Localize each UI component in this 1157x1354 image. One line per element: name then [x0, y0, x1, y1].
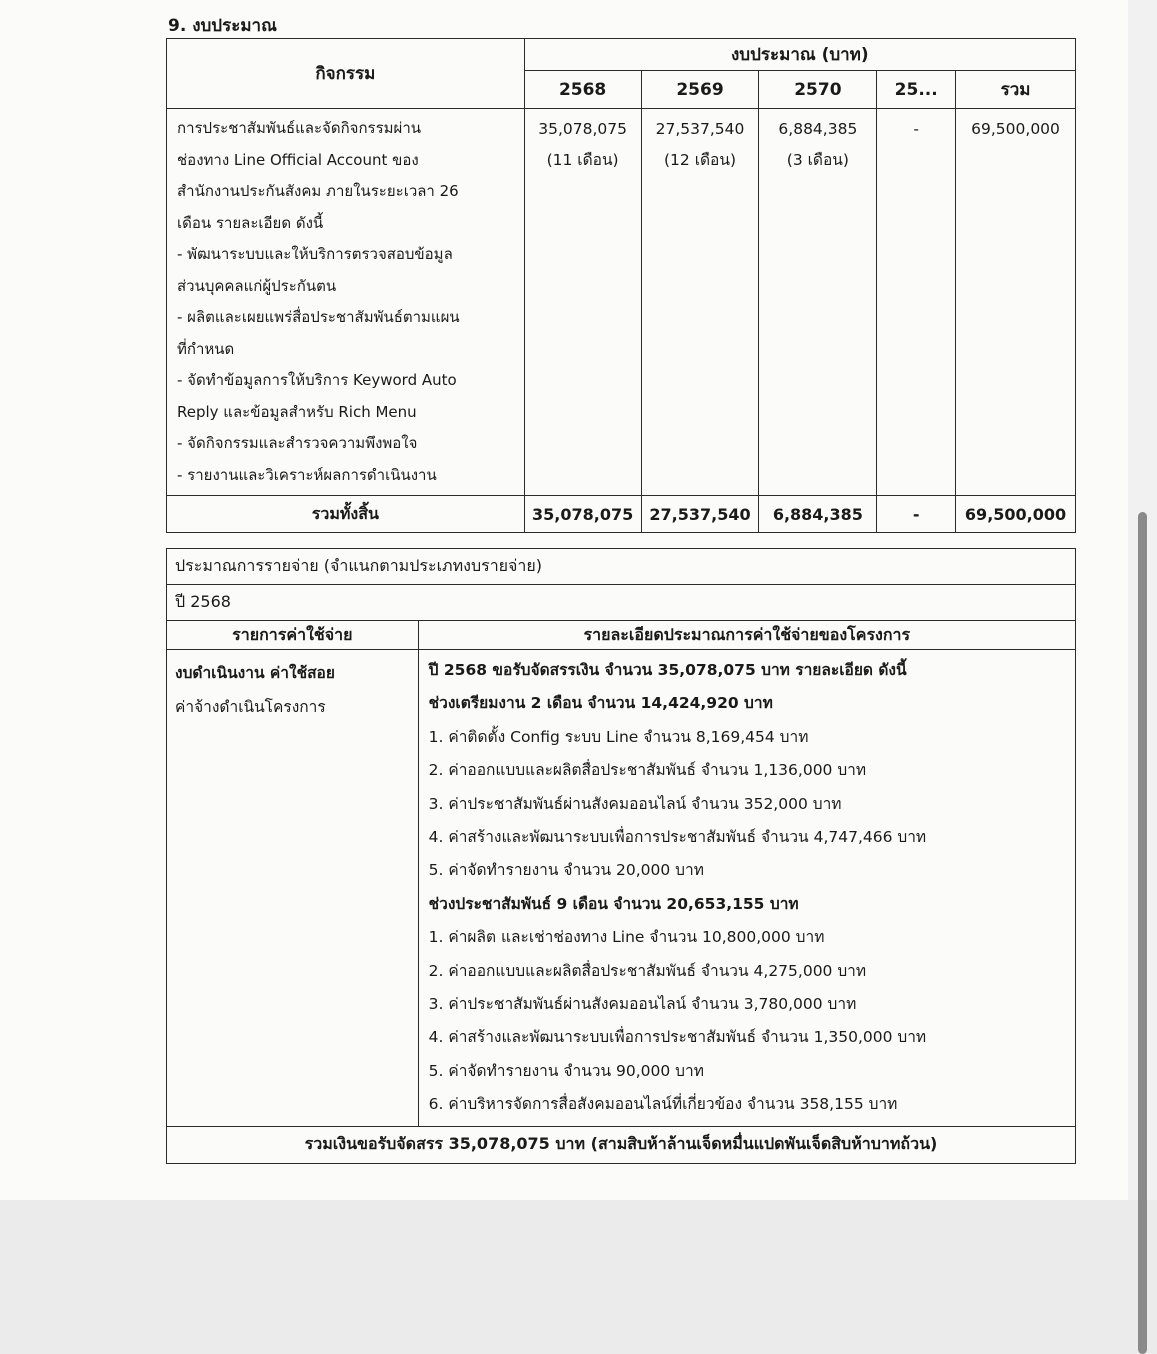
activity-description	[167, 109, 525, 496]
duration: (3 เดือน)	[786, 151, 849, 169]
total-label: รวมทั้งสิ้น	[167, 496, 525, 533]
phase2-item: 4. ค่าสร้างและพัฒนาระบบเพื่อการประชาสัมพันธ์ จำนวน 1,350,000 บาท	[428, 1028, 927, 1047]
total-value: 27,537,540	[641, 496, 759, 533]
duration: (11 เดือน)	[546, 151, 619, 169]
expense-category	[167, 650, 419, 1127]
total-value: 6,884,385	[759, 496, 877, 533]
amount: 27,537,540	[655, 120, 745, 138]
total-value: 35,078,075	[524, 496, 641, 533]
budget-table	[166, 38, 1076, 533]
phase2-item: 2. ค่าออกแบบและผลิตสื่อประชาสัมพันธ์ จำนวน 4,275,000 บาท	[428, 961, 867, 980]
year-header: 2570	[759, 71, 877, 109]
phase1-item: 5. ค่าจัดทำรายงาน จำนวน 20,000 บาท	[428, 861, 704, 880]
value-cell-25xx	[877, 109, 956, 496]
expense-year: ปี 2568	[167, 585, 1076, 621]
activity-line: เดือน รายละเอียด ดังนี้	[177, 213, 324, 232]
amount: 6,884,385	[778, 120, 858, 138]
total-row	[167, 496, 1076, 533]
activity-line: ส่วนบุคคลแก่ผู้ประกันตน	[177, 276, 337, 295]
expense-table	[166, 548, 1076, 1164]
duration: (12 เดือน)	[664, 151, 737, 169]
activity-line: - ผลิตและเผยแพร่สื่อประชาสัมพันธ์ตามแผน	[177, 308, 460, 326]
phase2-item: 5. ค่าจัดทำรายงาน จำนวน 90,000 บาท	[428, 1061, 704, 1080]
activity-line: - จัดทำข้อมูลการให้บริการ Keyword Auto	[177, 371, 457, 389]
grand-total: รวมเงินขอรับจัดสรร 35,078,075 บาท (สามสิบห้าล้านเจ็ดหมื่นแปดพันเจ็ดสิบห้าบาทถ้วน)	[167, 1126, 1076, 1163]
total-header: รวม	[956, 71, 1076, 109]
amount: 35,078,075	[538, 120, 627, 138]
phase1-title: ช่วงเตรียมงาน 2 เดือน จำนวน 14,424,920 บาท	[428, 694, 773, 713]
value-cell-2570	[759, 109, 877, 496]
category-label: งบดำเนินงาน ค่าใช้สอย	[175, 664, 335, 682]
activity-line: Reply และข้อมูลสำหรับ Rich Menu	[177, 402, 417, 421]
expense-detail-row	[167, 650, 1076, 1127]
activity-line: - จัดกิจกรรมและสำรวจความพึงพอใจ	[177, 434, 418, 452]
year-header: 25...	[877, 71, 956, 109]
activity-line: - พัฒนาระบบและให้บริการตรวจสอบข้อมูล	[177, 245, 453, 263]
activity-line: ที่กำหนด	[177, 339, 235, 358]
activity-line: การประชาสัมพันธ์และจัดกิจกรรมผ่าน	[177, 119, 422, 137]
expense-details	[418, 650, 1075, 1127]
activity-line: สำนักงานประกันสังคม ภายในระยะเวลา 26	[177, 182, 459, 200]
expense-col-left-header: รายการค่าใช้จ่าย	[167, 621, 419, 650]
activity-line: - รายงานและวิเคราะห์ผลการดำเนินงาน	[177, 465, 437, 484]
budget-header: งบประมาณ (บาท)	[524, 39, 1075, 71]
scrollbar-thumb[interactable]	[1138, 512, 1147, 1354]
value-cell-2568	[524, 109, 641, 496]
value-cell-2569	[641, 109, 759, 496]
category-sub: ค่าจ้างดำเนินโครงการ	[175, 698, 326, 716]
total-value: -	[877, 496, 956, 533]
phase2-item: 3. ค่าประชาสัมพันธ์ผ่านสังคมออนไลน์ จำนวน 3,780,000 บาท	[428, 995, 857, 1014]
value-cell-total	[956, 109, 1076, 496]
phase1-item: 4. ค่าสร้างและพัฒนาระบบเพื่อการประชาสัมพันธ์ จำนวน 4,747,466 บาท	[428, 828, 927, 847]
phase2-item: 6. ค่าบริหารจัดการสื่อสังคมออนไลน์ที่เกี่ยวข้อง จำนวน 358,155 บาท	[428, 1095, 898, 1114]
activity-line: ช่องทาง Line Official Account ของ	[177, 150, 419, 169]
activity-row	[167, 109, 1076, 496]
expense-intro: ปี 2568 ขอรับจัดสรรเงิน จำนวน 35,078,075 บาท รายละเอียด ดังนี้	[428, 661, 907, 679]
expense-title: ประมาณการรายจ่าย (จำแนกตามประเภทงบรายจ่าย)	[167, 549, 1076, 585]
year-header: 2569	[641, 71, 759, 109]
total-value: 69,500,000	[956, 496, 1076, 533]
phase2-title: ช่วงประชาสัมพันธ์ 9 เดือน จำนวน 20,653,155 บาท	[428, 894, 799, 913]
phase2-item: 1. ค่าผลิต และเช่าช่องทาง Line จำนวน 10,800,000 บาท	[428, 928, 825, 947]
year-header: 2568	[524, 71, 641, 109]
expense-col-right-header: รายละเอียดประมาณการค่าใช้จ่ายของโครงการ	[418, 621, 1075, 650]
activity-header: กิจกรรม	[167, 39, 525, 109]
amount: -	[913, 120, 919, 138]
amount: 69,500,000	[971, 120, 1060, 138]
phase1-item: 3. ค่าประชาสัมพันธ์ผ่านสังคมออนไลน์ จำนวน 352,000 บาท	[428, 794, 842, 813]
vertical-scrollbar[interactable]	[1128, 0, 1157, 1200]
phase1-item: 2. ค่าออกแบบและผลิตสื่อประชาสัมพันธ์ จำนวน 1,136,000 บาท	[428, 761, 867, 780]
section-title: 9. งบประมาณ	[168, 16, 277, 36]
phase1-item: 1. ค่าติดตั้ง Config ระบบ Line จำนวน 8,169,454 บาท	[428, 727, 809, 746]
